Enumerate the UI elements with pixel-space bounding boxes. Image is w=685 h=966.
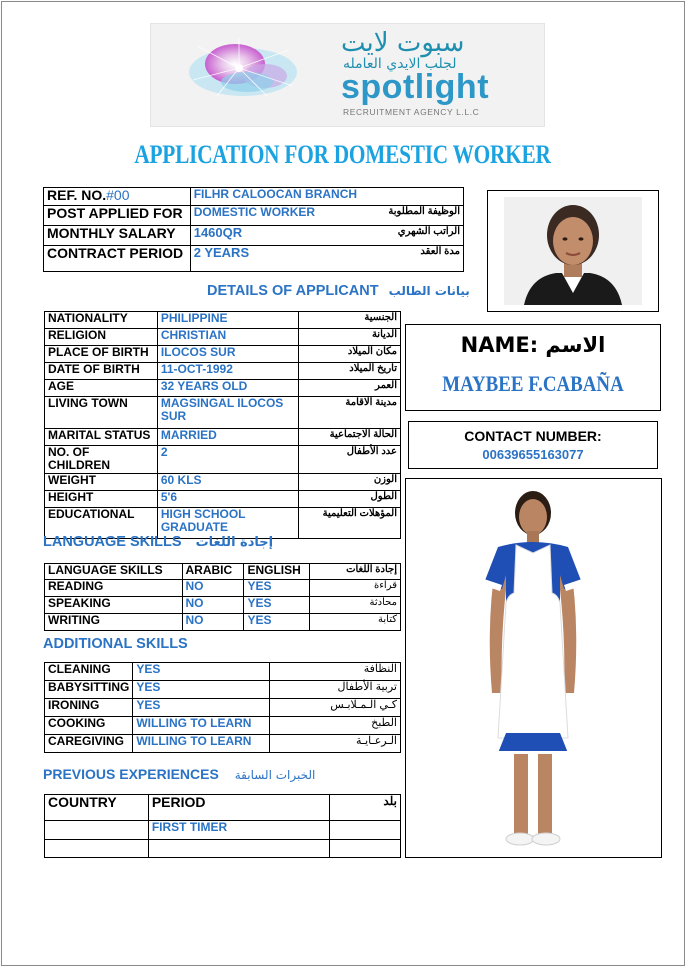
detail-arabic: المؤهلات التعليمية (299, 507, 401, 538)
details-title (207, 283, 470, 299)
applicant-name: MAYBEE F.CABAÑA (442, 371, 624, 396)
detail-value: ILOCOS SUR (157, 346, 299, 363)
language-arabic: محادثة (310, 597, 401, 614)
experience-title-en: PREVIOUS EXPERIENCES (43, 766, 219, 782)
contact-box (408, 421, 658, 469)
skill-row (45, 663, 401, 681)
logo-arabic-name: سبوت لايت (341, 28, 465, 58)
logo-subtitle: RECRUITMENT AGENCY L.L.C (343, 107, 480, 117)
detail-value: MAGSINGAL ILOCOS SUR (157, 397, 299, 429)
applicant-face-photo (504, 197, 642, 305)
country-cell (45, 821, 149, 840)
detail-label: MARITAL STATUS (45, 429, 158, 446)
page-title: APPLICATION FOR DOMESTIC WORKER (134, 140, 551, 169)
job-row (44, 246, 464, 272)
details-title-ar: بيانات الطالب (388, 284, 470, 298)
detail-arabic: العمر (299, 380, 401, 397)
language-arabic: قراءة (310, 580, 401, 597)
detail-label: EDUCATIONAL (45, 507, 158, 538)
details-title-en: DETAILS OF APPLICANT (207, 283, 379, 299)
skill-value: WILLING TO LEARN (133, 717, 269, 735)
skill-row (45, 699, 401, 717)
language-title-en: LANGUAGE SKILLS (43, 534, 182, 550)
detail-label: LIVING TOWN (45, 397, 158, 429)
detail-value: 60 KLS (157, 473, 299, 490)
language-label: WRITING (45, 614, 183, 631)
logo-arabic-tagline: لجلب الايدي العامله (343, 56, 457, 72)
branch-cell: FILHR CALOOCAN BRANCH (190, 188, 463, 206)
detail-row (45, 397, 401, 429)
detail-arabic: الحالة الاجتماعية (299, 429, 401, 446)
name-box (405, 324, 661, 411)
skill-arabic: الـرعـايـة (269, 735, 400, 753)
skill-value: WILLING TO LEARN (133, 735, 269, 753)
detail-value: 2 (157, 446, 299, 474)
detail-label: DATE OF BIRTH (45, 363, 158, 380)
detail-arabic: الديانة (299, 329, 401, 346)
detail-label: HEIGHT (45, 490, 158, 507)
country-cell (45, 840, 149, 858)
experience-ar-header: بلد (330, 795, 401, 821)
detail-row (45, 490, 401, 507)
skill-label: IRONING (45, 699, 133, 717)
detail-value: HIGH SCHOOL GRADUATE (157, 507, 299, 538)
detail-arabic: الطول (299, 490, 401, 507)
detail-value: MARRIED (157, 429, 299, 446)
divider (369, 271, 464, 272)
detail-row (45, 380, 401, 397)
detail-label: RELIGION (45, 329, 158, 346)
experience-title (43, 766, 315, 782)
job-value: 2 YEARS (190, 246, 364, 272)
detail-row (45, 473, 401, 490)
skill-label: CAREGIVING (45, 735, 133, 753)
detail-label: AGE (45, 380, 158, 397)
ref-value: #00 (106, 187, 130, 203)
job-value: DOMESTIC WORKER (190, 206, 364, 226)
body-photo-frame (405, 478, 662, 858)
detail-label: WEIGHT (45, 473, 158, 490)
skill-row (45, 735, 401, 753)
experience-ar-cell (330, 840, 401, 858)
detail-row (45, 312, 401, 329)
detail-arabic: مكان الميلاد (299, 346, 401, 363)
contact-label: CONTACT NUMBER: (464, 428, 602, 444)
detail-value: 5'6 (157, 490, 299, 507)
country-header: COUNTRY (45, 795, 149, 821)
skill-row (45, 717, 401, 735)
lang-header-arabic: ARABIC (182, 564, 244, 580)
additional-title: ADDITIONAL SKILLS (43, 636, 188, 652)
detail-arabic: تاريخ الميلاد (299, 363, 401, 380)
skill-label: CLEANING (45, 663, 133, 681)
english-level: YES (244, 597, 310, 614)
job-table (43, 187, 464, 272)
ref-cell (44, 188, 191, 206)
skill-arabic: كـي الـمـلابـس (269, 699, 400, 717)
detail-value: CHRISTIAN (157, 329, 299, 346)
language-label: READING (45, 580, 183, 597)
detail-value: 11-OCT-1992 (157, 363, 299, 380)
detail-row (45, 329, 401, 346)
job-label: MONTHLY SALARY (44, 226, 191, 246)
language-title (43, 534, 273, 550)
job-arabic: الوظيفة المطلوبة (364, 206, 464, 226)
skill-row (45, 681, 401, 699)
arabic-level: NO (182, 614, 244, 631)
arabic-level: NO (182, 580, 244, 597)
lang-header-label: LANGUAGE SKILLS (45, 564, 183, 580)
experience-row (45, 840, 401, 858)
arabic-level: NO (182, 597, 244, 614)
details-table (44, 311, 401, 539)
detail-row (45, 446, 401, 474)
experience-row (45, 821, 401, 840)
experience-table (44, 794, 401, 858)
skill-label: BABYSITTING (45, 681, 133, 699)
experience-title-ar: الخبرات السابقة (234, 768, 316, 782)
language-row (45, 580, 401, 597)
detail-label: NATIONALITY (45, 312, 158, 329)
logo-disc-graphic (187, 36, 299, 100)
skill-value: YES (133, 663, 269, 681)
detail-label: NO. OF CHILDREN (45, 446, 158, 474)
applicant-full-body-photo (436, 483, 631, 853)
language-row (45, 614, 401, 631)
language-arabic: كتابة (310, 614, 401, 631)
skill-arabic: تربية الأطفال (269, 681, 400, 699)
job-arabic: مدة العقد (364, 246, 464, 272)
detail-row (45, 429, 401, 446)
ref-label: REF. NO. (47, 187, 107, 203)
detail-arabic: الجنسية (299, 312, 401, 329)
detail-arabic: عدد الأطفال (299, 446, 401, 474)
ref-row (44, 188, 464, 206)
job-label: POST APPLIED FOR (44, 206, 191, 226)
detail-row (45, 346, 401, 363)
lang-header-english: ENGLISH (244, 564, 310, 580)
contact-number: 00639655163077 (482, 447, 584, 462)
detail-label: PLACE OF BIRTH (45, 346, 158, 363)
period-header: PERIOD (148, 795, 329, 821)
skill-arabic: النظافة (269, 663, 400, 681)
lang-header-ar: إجادة اللغات (310, 564, 401, 580)
skill-value: YES (133, 699, 269, 717)
skill-label: COOKING (45, 717, 133, 735)
job-label: CONTRACT PERIOD (44, 246, 191, 272)
detail-arabic: الوزن (299, 473, 401, 490)
job-row (44, 206, 464, 226)
detail-row (45, 363, 401, 380)
language-row (45, 597, 401, 614)
language-label: SPEAKING (45, 597, 183, 614)
detail-value: PHILIPPINE (157, 312, 299, 329)
period-cell (148, 840, 329, 858)
english-level: YES (244, 614, 310, 631)
name-label: NAME: الاسم (460, 333, 606, 357)
detail-arabic: مدينة الاقامة (299, 397, 401, 429)
logo-brand-word: spotlight (341, 68, 490, 106)
language-header-row (45, 564, 401, 580)
experience-header-row (45, 795, 401, 821)
agency-logo (150, 23, 545, 127)
english-level: YES (244, 580, 310, 597)
face-photo-frame (487, 190, 659, 312)
period-cell: FIRST TIMER (148, 821, 329, 840)
detail-value: 32 YEARS OLD (157, 380, 299, 397)
job-value: 1460QR (190, 226, 364, 246)
job-arabic: الراتب الشهري (364, 226, 464, 246)
language-title-ar: إجادة اللغات (195, 535, 274, 550)
job-row (44, 226, 464, 246)
skill-value: YES (133, 681, 269, 699)
skills-table (44, 662, 401, 753)
experience-ar-cell (330, 821, 401, 840)
language-table (44, 563, 401, 631)
skill-arabic: الطبخ (269, 717, 400, 735)
